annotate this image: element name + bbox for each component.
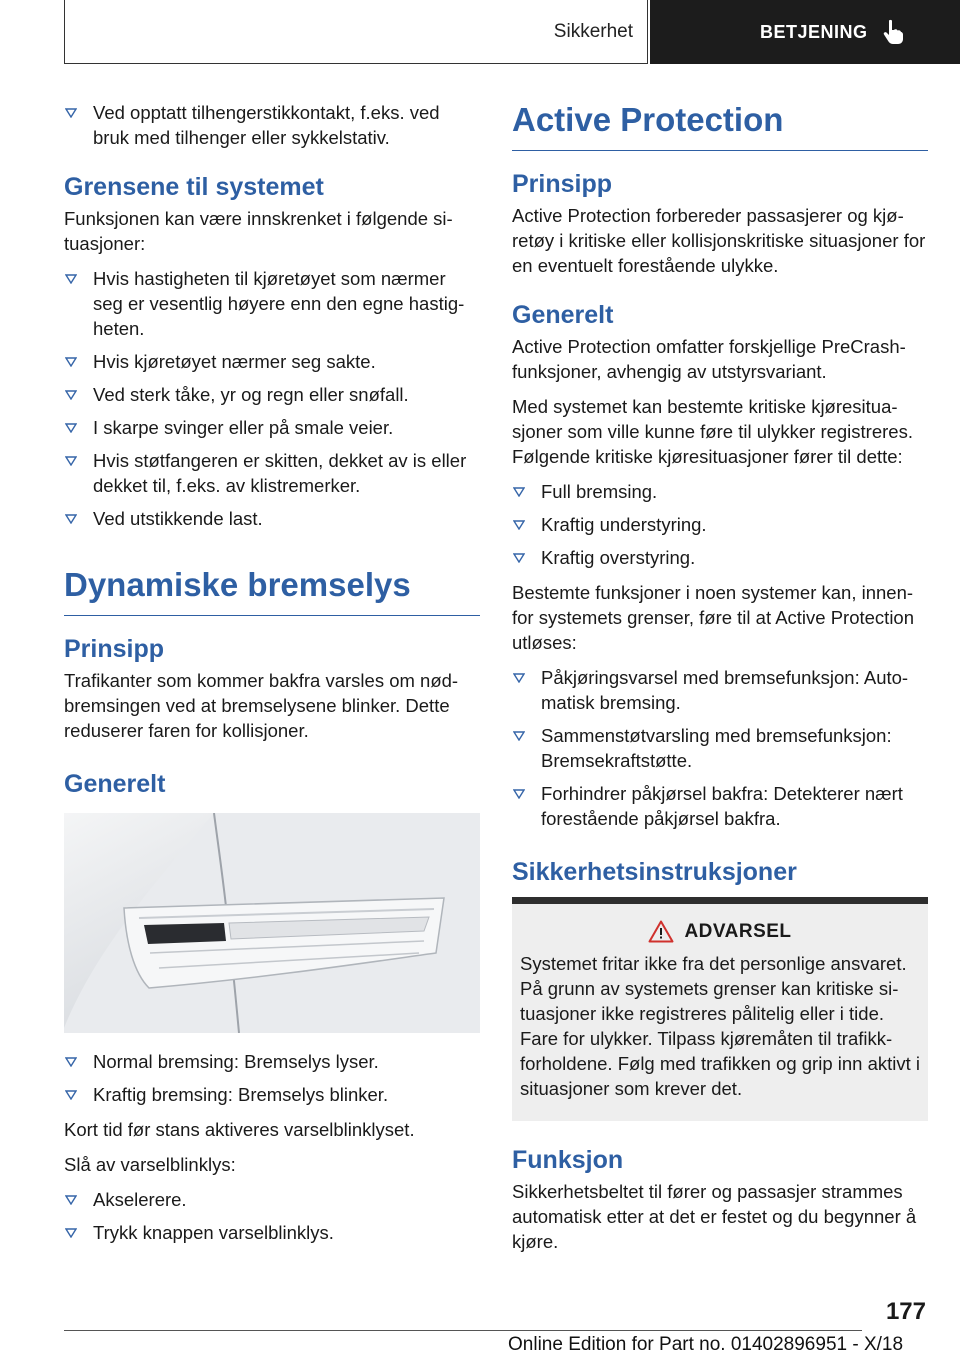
- limits-bullet-list: [64, 266, 480, 531]
- header-section-tab: [64, 0, 648, 64]
- limits-heading: Grensene til systemet: [64, 173, 324, 201]
- footer-divider: [64, 1330, 862, 1331]
- warning-label: ADVARSEL: [684, 920, 792, 942]
- header-section-label: Sikkerhet: [553, 20, 633, 42]
- ap-general-text-1: Active Protection omfatter forskjellige PreCrash-funksjoner, avhengig av utstyrsvariant.: [512, 336, 906, 382]
- triangle-bullet-icon: [513, 731, 525, 741]
- list-item: Hvis hastigheten til kjøretøyet som nærmer seg er vesentlig høyere enn den egne hastigheten.: [64, 266, 480, 341]
- list-item: Ved utstikkende last.: [64, 506, 480, 531]
- triangle-bullet-icon: [513, 520, 525, 530]
- dynamic-text-1: Kort tid før stans aktiveres varselblinklyset.: [64, 1119, 415, 1140]
- header-chapter-tab: [650, 0, 960, 64]
- triangle-bullet-icon: [513, 789, 525, 799]
- triangle-bullet-icon: [65, 1195, 77, 1205]
- list-item: Normal bremsing: Bremselys lyser.: [64, 1049, 480, 1074]
- function-heading: Funksjon: [512, 1146, 624, 1174]
- warning-triangle-icon: [648, 920, 674, 943]
- car-tail-light-illustration: [64, 813, 480, 1033]
- list-item: Akselerere.: [64, 1187, 480, 1212]
- dynamic-off-bullet-list: [64, 1187, 480, 1245]
- ap-general-bullet-list: [512, 479, 928, 570]
- triangle-bullet-icon: [65, 108, 77, 118]
- ap-function-bullet-list: [512, 665, 928, 831]
- warning-header: [520, 920, 920, 943]
- left-column: [64, 100, 480, 1255]
- triangle-bullet-icon: [65, 1090, 77, 1100]
- list-item: Kraftig overstyring.: [512, 545, 928, 570]
- triangle-bullet-icon: [65, 357, 77, 367]
- tail-light-image: [64, 813, 480, 1033]
- ap-principle-heading: Prinsipp: [512, 170, 613, 198]
- triangle-bullet-icon: [65, 390, 77, 400]
- list-item: Påkjøringsvarsel med bremsefunksjon: Automatisk bremsing.: [512, 665, 928, 715]
- triangle-bullet-icon: [513, 487, 525, 497]
- triangle-bullet-icon: [65, 1228, 77, 1238]
- triangle-bullet-icon: [513, 553, 525, 563]
- intro-bullet-list: [64, 100, 480, 150]
- list-item: Ved sterk tåke, yr og regn eller snøfall.: [64, 382, 480, 407]
- right-column: [512, 100, 928, 1264]
- triangle-bullet-icon: [65, 456, 77, 466]
- ap-general-text-3: Bestemte funksjoner i noen systemer kan, innenfor systemets grenser, føre til at Active Protection utløses:: [512, 582, 915, 653]
- triangle-bullet-icon: [65, 1057, 77, 1067]
- pointing-hand-icon: [882, 19, 904, 45]
- footer-edition: Online Edition for Part no. 01402896951 - X/18: [508, 1334, 904, 1355]
- dynamic-general-heading: Generelt: [64, 770, 166, 798]
- list-item: Full bremsing.: [512, 479, 928, 504]
- ap-general-heading: Generelt: [512, 301, 614, 329]
- warning-box: [512, 897, 928, 1121]
- header-chapter-label: BETJENING: [760, 21, 868, 42]
- list-item: Trykk knappen varselblinklys.: [64, 1220, 480, 1245]
- list-item: Hvis støtfangeren er skitten, dekket av is eller dekket til, f.eks. av klistremerker.: [64, 448, 480, 498]
- safety-instructions-heading: Sikkerhetsinstruksjoner: [512, 858, 797, 886]
- list-item: I skarpe svinger eller på smale veier.: [64, 415, 480, 440]
- dynamic-principle-text: Trafikanter som kommer bakfra varsles om nødbremsingen ved at bremselysene blinker. Dette reduserer faren for kollisjoner.: [64, 670, 459, 741]
- page-number: 177: [885, 1298, 926, 1325]
- list-item: Sammenstøtvarsling med bremsefunksjon: Bremsekraftstøtte.: [512, 723, 928, 773]
- ap-principle-text: Active Protection forbereder passasjerer og kjøretøy i kritiske eller kollisjonskritiske situasjoner for en eventuelt forestående ulykke.: [512, 205, 926, 276]
- dynamic-text-2: Slå av varselblinklys:: [64, 1154, 236, 1175]
- list-item: Kraftig bremsing: Bremselys blinker.: [64, 1082, 480, 1107]
- ap-general-text-2: Med systemet kan bestemte kritiske kjøresituasjoner som ville kunne føre til ulykker registreres. Følgende kritiske kjøresituasjoner fører til dette:: [512, 396, 913, 467]
- list-item: Kraftig understyring.: [512, 512, 928, 537]
- limits-intro: Funksjonen kan være innskrenket i følgende situasjoner:: [64, 208, 453, 254]
- triangle-bullet-icon: [65, 423, 77, 433]
- dynamic-bullet-list: [64, 1049, 480, 1107]
- triangle-bullet-icon: [513, 673, 525, 683]
- list-item: Hvis kjøretøyet nærmer seg sakte.: [64, 349, 480, 374]
- dynamic-brakelights-title: Dynamiske bremselys: [64, 565, 480, 616]
- active-protection-title: Active Protection: [512, 100, 928, 151]
- triangle-bullet-icon: [65, 274, 77, 284]
- triangle-bullet-icon: [65, 514, 77, 524]
- warning-text: Systemet fritar ikke fra det personlige ansvaret. På grunn av systemets grenser kan kritiske situasjoner ikke registreres pålitelig eller i tide. Fare for ulykker. Tilpass kjøremåten til trafikkforholdene. Følg med trafikken og grip inn aktivt i situasjoner som krever det.: [520, 953, 920, 1099]
- dynamic-principle-heading: Prinsipp: [64, 635, 165, 663]
- function-text: Sikkerhetsbeltet til fører og passasjer strammes automatisk etter at det er festet og du begynner å kjøre.: [512, 1181, 917, 1252]
- list-item: Ved opptatt tilhengerstikkontakt, f.eks. ved bruk med tilhenger eller sykkelstativ.: [64, 100, 480, 150]
- list-item: Forhindrer påkjørsel bakfra: Detekterer nært forestående påkjørsel bakfra.: [512, 781, 928, 831]
